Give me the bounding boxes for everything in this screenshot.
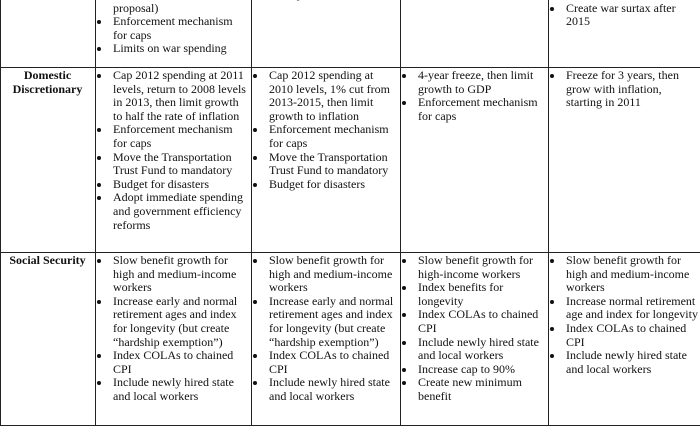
row-header [1, 0, 96, 68]
list-item: • Slow benefit growth for high and medium-income workers [111, 254, 249, 295]
list-item: • Index COLAs to chained CPI [416, 308, 546, 335]
row-domestic [1, 68, 700, 253]
row-header [1, 68, 96, 253]
list-item: • Limits on war spending [111, 42, 249, 56]
bullet-list [253, 69, 398, 191]
list-item: • Increase cap to 90% [416, 363, 546, 377]
bullet-list [550, 254, 698, 376]
list-item: • Slow benefit growth for high and medium-income workers [564, 254, 698, 295]
list-item: • Enforcement mechanism for caps [111, 15, 249, 42]
list-item: • Create new minimum benefit [416, 376, 546, 403]
list-item: • Index benefits for longevity [416, 281, 546, 308]
list-item: • Enforcement mechanism for caps [416, 96, 546, 123]
table-cell [549, 0, 700, 68]
bullet-list [253, 254, 398, 404]
list-item: • Budget for disasters [111, 178, 249, 192]
list-item: • Adopt immediate spending and government efficiency reforms [111, 191, 249, 232]
list-item: • Freeze for 3 years, then grow with inflation, starting in 2011 [564, 69, 698, 110]
bullet-list [97, 254, 249, 404]
bullet-list [550, 0, 698, 29]
list-item: • Index COLAs to chained CPI [564, 322, 698, 349]
table-cell [401, 0, 549, 68]
list-item: • Slow benefit growth for high-income workers [416, 254, 546, 281]
bullet-list [402, 69, 546, 123]
list-item: • Move the Transportation Trust Fund to mandatory [267, 151, 398, 178]
list-item: • Enforcement mechanism for caps [267, 123, 398, 150]
list-item: • Index COLAs to chained CPI [267, 349, 398, 376]
table-cell [549, 68, 700, 253]
list-item: • 4-year freeze, then limit growth to GDP [416, 69, 546, 96]
list-item: • Include newly hired state and local workers [416, 336, 546, 363]
table-cell [96, 0, 252, 68]
list-item: • Increase early and normal retirement ages and index for longevity (but create “hardship exemption”) [267, 295, 398, 349]
row-top [1, 0, 700, 68]
row-header-line: Domestic [2, 69, 93, 83]
list-item: • Cap 2012 spending at 2010 levels, 1% cut from 2013-2015, then limit growth to inflation [267, 69, 398, 123]
list-item: • Create war surtax after 2015 [564, 2, 698, 29]
table-cell [252, 68, 401, 253]
list-item: • Include newly hired state and local workers [267, 376, 398, 403]
bullet-list [253, 0, 398, 2]
table-cell [96, 68, 252, 253]
list-item: • Slow benefit growth for high and medium-income workers [267, 254, 398, 295]
list-item: • proposal) [111, 0, 249, 15]
row-header-line: Discretionary [2, 83, 93, 97]
list-item: • Move the Transportation Trust Fund to mandatory [111, 151, 249, 178]
bullet-list [550, 69, 698, 110]
table-cell [401, 68, 549, 253]
list-item: • Increase early and normal retirement ages and index for longevity (but create “hardship exemption”) [111, 295, 249, 349]
list-item: • Index COLAs to chained CPI [111, 349, 249, 376]
bullet-list [97, 69, 249, 232]
bullet-list [97, 0, 249, 56]
table-cell [252, 0, 401, 68]
list-item: • Enforcement mechanism for caps [111, 123, 249, 150]
list-item: • Include newly hired state and local workers [564, 349, 698, 376]
list-item [267, 0, 398, 2]
bullet-list [402, 254, 546, 404]
list-item: • Cap 2012 spending at 2011 levels, return to 2008 levels in 2013, then limit growth to half the rate of inflation [111, 69, 249, 123]
list-item: • Include newly hired state and local workers [111, 376, 249, 403]
row-header-line: Social Security [2, 254, 93, 268]
list-item: • Budget for disasters [267, 178, 398, 192]
list-item: • Increase normal retirement age and index for longevity [564, 295, 698, 322]
